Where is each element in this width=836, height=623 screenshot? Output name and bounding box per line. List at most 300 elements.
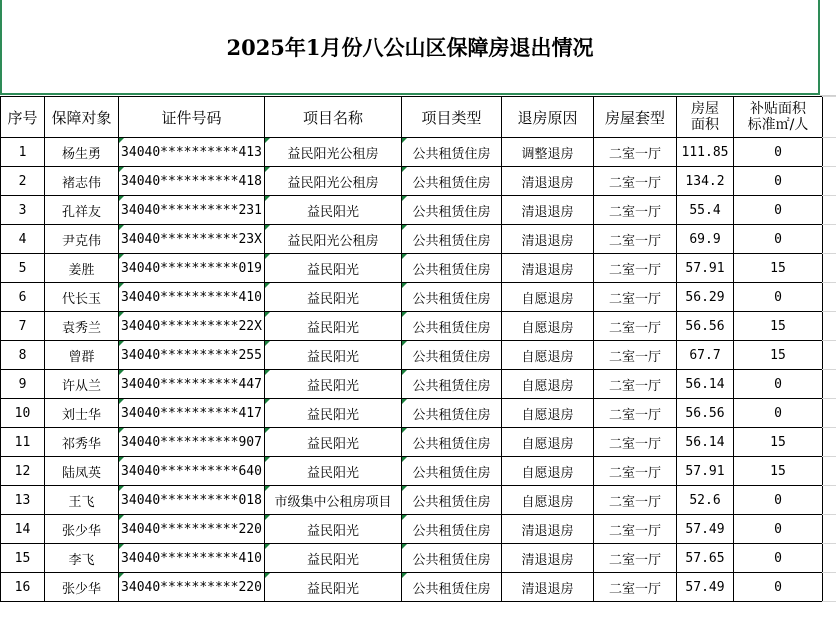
cell-note-marker [265, 486, 270, 491]
cell-type[interactable] [402, 457, 502, 486]
cell-name-text: 祁秀华 [61, 436, 101, 452]
cell-subsidy[interactable] [734, 486, 823, 515]
cell-id[interactable] [119, 225, 265, 254]
cell-reason[interactable] [502, 515, 594, 544]
cell-area[interactable] [677, 544, 734, 573]
cell-subsidy-text: 0 [774, 579, 782, 595]
cell-name-text: 代长玉 [61, 291, 101, 307]
cell-area-text: 111.85 [681, 144, 729, 160]
cell-reason-text: 自愿退房 [521, 465, 574, 481]
empty-cell[interactable] [820, 0, 836, 96]
cell-type-text: 公共租赁住房 [412, 175, 491, 191]
cell-unit-text: 二室一厅 [608, 581, 661, 597]
cell-reason-text: 调整退房 [521, 146, 574, 162]
cell-project-text: 益民阳光 [306, 523, 359, 539]
cell-project[interactable] [265, 515, 402, 544]
cell-no[interactable] [1, 515, 45, 544]
cell-reason-text: 自愿退房 [521, 320, 574, 336]
cell-project-text: 市级集中公租房项目 [274, 494, 392, 510]
cell-project[interactable] [265, 225, 402, 254]
cell-id[interactable] [119, 399, 265, 428]
cell-reason[interactable] [502, 167, 594, 196]
cell-note-marker [265, 312, 270, 317]
cell-area[interactable] [677, 254, 734, 283]
cell-reason-text: 自愿退房 [521, 407, 574, 423]
cell-name[interactable] [45, 283, 119, 312]
cell-note-marker [265, 573, 270, 578]
cell-type[interactable] [402, 370, 502, 399]
cell-unit[interactable] [594, 457, 677, 486]
cell-reason[interactable] [502, 573, 594, 602]
cell-subsidy[interactable] [734, 196, 823, 225]
cell-note-marker [402, 225, 407, 230]
cell-unit[interactable] [594, 544, 677, 573]
cell-type-text: 公共租赁住房 [412, 349, 491, 365]
cell-subsidy[interactable] [734, 341, 823, 370]
cell-area[interactable] [677, 138, 734, 167]
cell-subsidy-text: 0 [774, 376, 782, 392]
col-header-subsidy-line2: 标准㎡/人 [747, 117, 809, 133]
gridline [822, 340, 836, 341]
cell-no-text: 16 [14, 579, 31, 595]
col-header-unit[interactable]: 房屋套型 [594, 97, 677, 138]
cell-name[interactable] [45, 457, 119, 486]
cell-type[interactable] [402, 225, 502, 254]
cell-unit[interactable] [594, 167, 677, 196]
cell-subsidy-text: 15 [770, 318, 786, 334]
cell-name-text: 刘士华 [61, 407, 101, 423]
cell-name[interactable] [45, 225, 119, 254]
cell-id[interactable] [119, 138, 265, 167]
cell-id[interactable] [119, 312, 265, 341]
cell-type[interactable] [402, 515, 502, 544]
cell-note-marker [265, 196, 270, 201]
cell-id[interactable] [119, 457, 265, 486]
cell-no-text: 9 [18, 376, 27, 392]
cell-no-text: 14 [14, 521, 31, 537]
cell-note-marker [402, 196, 407, 201]
cell-project-text: 益民阳光公租房 [287, 233, 379, 249]
cell-id[interactable] [119, 167, 265, 196]
cell-reason-text: 自愿退房 [521, 378, 574, 394]
cell-note-marker [402, 457, 407, 462]
cell-note-marker [119, 167, 124, 172]
cell-note-marker [265, 254, 270, 259]
col-header-area-line2: 面积 [691, 117, 719, 133]
cell-unit-text: 二室一厅 [608, 407, 661, 423]
cell-name[interactable] [45, 167, 119, 196]
table-row [1, 573, 823, 602]
cell-no[interactable] [1, 573, 45, 602]
cell-area[interactable] [677, 399, 734, 428]
cell-unit-text: 二室一厅 [608, 436, 661, 452]
table-row [1, 457, 823, 486]
cell-reason[interactable] [502, 283, 594, 312]
cell-project-text: 益民阳光 [306, 436, 359, 452]
col-header-id[interactable]: 证件号码 [119, 97, 265, 138]
cell-note-marker [402, 167, 407, 172]
cell-id[interactable] [119, 370, 265, 399]
cell-unit[interactable] [594, 225, 677, 254]
cell-id-text: 34040**********640 [121, 463, 262, 479]
cell-subsidy-text: 0 [774, 202, 782, 218]
cell-id-text: 34040**********418 [121, 173, 262, 189]
cell-unit[interactable] [594, 486, 677, 515]
cell-name[interactable] [45, 138, 119, 167]
gridline [822, 398, 836, 399]
cell-area[interactable] [677, 167, 734, 196]
cell-note-marker [119, 254, 124, 259]
cell-reason[interactable] [502, 341, 594, 370]
cell-name-text: 孔祥友 [61, 204, 101, 220]
cell-subsidy[interactable] [734, 370, 823, 399]
cell-project[interactable] [265, 341, 402, 370]
cell-no[interactable] [1, 254, 45, 283]
cell-reason[interactable] [502, 457, 594, 486]
cell-area[interactable] [677, 370, 734, 399]
table-row [1, 341, 823, 370]
gridline [822, 195, 836, 196]
cell-project[interactable] [265, 457, 402, 486]
cell-unit[interactable] [594, 428, 677, 457]
cell-area-text: 134.2 [685, 173, 725, 189]
cell-name[interactable] [45, 341, 119, 370]
cell-id[interactable] [119, 341, 265, 370]
cell-no[interactable] [1, 225, 45, 254]
cell-id[interactable] [119, 428, 265, 457]
cell-type[interactable] [402, 486, 502, 515]
cell-name[interactable] [45, 428, 119, 457]
cell-area[interactable] [677, 428, 734, 457]
cell-type[interactable] [402, 428, 502, 457]
gridline [822, 572, 836, 573]
cell-project-text: 益民阳光 [306, 552, 359, 568]
cell-project[interactable] [265, 254, 402, 283]
cell-no-text: 10 [14, 405, 31, 421]
cell-project[interactable] [265, 399, 402, 428]
gridline [822, 427, 836, 428]
cell-id-text: 34040**********220 [121, 521, 262, 537]
cell-id-text: 34040**********018 [121, 492, 262, 508]
cell-note-marker [119, 573, 124, 578]
cell-name-text: 许从兰 [61, 378, 101, 394]
gridline [822, 514, 836, 515]
cell-type[interactable] [402, 399, 502, 428]
cell-name-text: 杨生勇 [61, 146, 101, 162]
cell-area-text: 56.14 [685, 434, 725, 450]
cell-area-text: 57.65 [685, 550, 725, 566]
col-header-name[interactable]: 保障对象 [45, 97, 119, 138]
cell-unit-text: 二室一厅 [608, 233, 661, 249]
cell-area[interactable] [677, 312, 734, 341]
cell-name[interactable] [45, 370, 119, 399]
cell-type-text: 公共租赁住房 [412, 552, 491, 568]
table-row [1, 370, 823, 399]
gridline [822, 137, 836, 138]
cell-area[interactable] [677, 515, 734, 544]
cell-id[interactable] [119, 196, 265, 225]
cell-reason-text: 自愿退房 [521, 291, 574, 307]
cell-type[interactable] [402, 283, 502, 312]
gridline [822, 166, 836, 167]
cell-reason[interactable] [502, 486, 594, 515]
table-row [1, 428, 823, 457]
cell-unit-text: 二室一厅 [608, 494, 661, 510]
cell-subsidy[interactable] [734, 254, 823, 283]
cell-project-text: 益民阳光 [306, 378, 359, 394]
cell-id-text: 34040**********413 [121, 144, 262, 160]
cell-area[interactable] [677, 457, 734, 486]
cell-unit[interactable] [594, 312, 677, 341]
cell-subsidy-text: 0 [774, 492, 782, 508]
cell-type[interactable] [402, 544, 502, 573]
cell-no[interactable] [1, 486, 45, 515]
cell-area-text: 55.4 [689, 202, 721, 218]
cell-no[interactable] [1, 138, 45, 167]
cell-unit[interactable] [594, 573, 677, 602]
cell-area-text: 57.91 [685, 260, 725, 276]
col-header-reason[interactable]: 退房原因 [502, 97, 594, 138]
cell-no[interactable] [1, 457, 45, 486]
cell-note-marker [265, 167, 270, 172]
cell-type-text: 公共租赁住房 [412, 320, 491, 336]
cell-name[interactable] [45, 196, 119, 225]
col-header-no[interactable]: 序号 [1, 97, 45, 138]
cell-note-marker [119, 486, 124, 491]
cell-subsidy[interactable] [734, 138, 823, 167]
cell-area[interactable] [677, 341, 734, 370]
table-row [1, 196, 823, 225]
cell-area-text: 52.6 [689, 492, 721, 508]
cell-note-marker [402, 486, 407, 491]
cell-type-text: 公共租赁住房 [412, 465, 491, 481]
cell-subsidy[interactable] [734, 312, 823, 341]
table-row [1, 399, 823, 428]
cell-project-text: 益民阳光公租房 [287, 146, 379, 162]
col-header-subsidy[interactable] [734, 97, 823, 138]
cell-unit-text: 二室一厅 [608, 291, 661, 307]
cell-note-marker [265, 341, 270, 346]
cell-name[interactable] [45, 312, 119, 341]
cell-no[interactable] [1, 312, 45, 341]
cell-note-marker [119, 370, 124, 375]
cell-project-text: 益民阳光 [306, 262, 359, 278]
cell-note-marker [402, 341, 407, 346]
cell-name[interactable] [45, 544, 119, 573]
cell-project-text: 益民阳光 [306, 465, 359, 481]
col-header-area[interactable] [677, 97, 734, 138]
cell-reason-text: 自愿退房 [521, 436, 574, 452]
cell-id[interactable] [119, 544, 265, 573]
cell-subsidy-text: 0 [774, 521, 782, 537]
cell-subsidy[interactable] [734, 225, 823, 254]
cell-no[interactable] [1, 341, 45, 370]
cell-type[interactable] [402, 254, 502, 283]
gridline [822, 311, 836, 312]
cell-area-text: 56.56 [685, 405, 725, 421]
cell-name-text: 尹克伟 [61, 233, 101, 249]
cell-type-text: 公共租赁住房 [412, 494, 491, 510]
cell-type-text: 公共租赁住房 [412, 378, 491, 394]
cell-area-text: 67.7 [689, 347, 721, 363]
cell-subsidy[interactable] [734, 399, 823, 428]
cell-unit[interactable] [594, 138, 677, 167]
gridline [822, 369, 836, 370]
cell-reason[interactable] [502, 544, 594, 573]
cell-no[interactable] [1, 196, 45, 225]
cell-unit[interactable] [594, 341, 677, 370]
cell-project-text: 益民阳光 [306, 349, 359, 365]
cell-subsidy[interactable] [734, 544, 823, 573]
cell-type[interactable] [402, 341, 502, 370]
cell-id[interactable] [119, 515, 265, 544]
cell-type-text: 公共租赁住房 [412, 581, 491, 597]
cell-unit[interactable] [594, 515, 677, 544]
cell-note-marker [402, 544, 407, 549]
cell-subsidy[interactable] [734, 457, 823, 486]
cell-area[interactable] [677, 283, 734, 312]
cell-note-marker [402, 312, 407, 317]
cell-note-marker [265, 457, 270, 462]
cell-project-text: 益民阳光 [306, 204, 359, 220]
cell-id[interactable] [119, 486, 265, 515]
cell-name[interactable] [45, 486, 119, 515]
cell-no[interactable] [1, 167, 45, 196]
cell-note-marker [265, 544, 270, 549]
cell-note-marker [119, 196, 124, 201]
cell-reason[interactable] [502, 370, 594, 399]
cell-reason-text: 清退退房 [521, 552, 574, 568]
cell-unit[interactable] [594, 370, 677, 399]
cell-area[interactable] [677, 196, 734, 225]
col-header-type[interactable]: 项目类型 [402, 97, 502, 138]
cell-project[interactable] [265, 370, 402, 399]
cell-no[interactable] [1, 283, 45, 312]
cell-project[interactable] [265, 312, 402, 341]
cell-reason[interactable] [502, 428, 594, 457]
cell-name[interactable] [45, 399, 119, 428]
cell-no[interactable] [1, 428, 45, 457]
title-cell[interactable] [0, 0, 820, 95]
table-row [1, 544, 823, 573]
cell-id[interactable] [119, 573, 265, 602]
gridline [822, 543, 836, 544]
cell-type[interactable] [402, 573, 502, 602]
cell-note-marker [119, 399, 124, 404]
col-header-subsidy-line1: 补贴面积 [750, 101, 806, 117]
cell-project-text: 益民阳光公租房 [287, 175, 379, 191]
cell-no[interactable] [1, 370, 45, 399]
cell-unit[interactable] [594, 283, 677, 312]
cell-area[interactable] [677, 225, 734, 254]
cell-project[interactable] [265, 283, 402, 312]
cell-subsidy[interactable] [734, 167, 823, 196]
cell-project[interactable] [265, 196, 402, 225]
table-row [1, 167, 823, 196]
cell-subsidy-text: 0 [774, 550, 782, 566]
cell-unit-text: 二室一厅 [608, 175, 661, 191]
cell-no-text: 4 [18, 231, 27, 247]
cell-subsidy-text: 15 [770, 434, 786, 450]
cell-name-text: 王飞 [68, 494, 95, 510]
cell-note-marker [265, 428, 270, 433]
cell-note-marker [402, 283, 407, 288]
cell-type[interactable] [402, 312, 502, 341]
cell-reason-text: 清退退房 [521, 233, 574, 249]
cell-area[interactable] [677, 573, 734, 602]
cell-subsidy[interactable] [734, 283, 823, 312]
cell-project[interactable] [265, 428, 402, 457]
cell-reason[interactable] [502, 399, 594, 428]
table-row [1, 138, 823, 167]
cell-area-text: 57.91 [685, 463, 725, 479]
cell-unit-text: 二室一厅 [608, 262, 661, 278]
cell-id-text: 34040**********231 [121, 202, 262, 218]
cell-name[interactable] [45, 515, 119, 544]
cell-id[interactable] [119, 283, 265, 312]
cell-name[interactable] [45, 254, 119, 283]
cell-unit-text: 二室一厅 [608, 552, 661, 568]
cell-name[interactable] [45, 573, 119, 602]
cell-subsidy[interactable] [734, 428, 823, 457]
sheet-title: 2025年1月份八公山区保障房退出情况 [226, 34, 594, 60]
cell-unit[interactable] [594, 196, 677, 225]
cell-no-text: 1 [18, 144, 27, 160]
cell-project[interactable] [265, 573, 402, 602]
cell-no[interactable] [1, 399, 45, 428]
cell-unit[interactable] [594, 399, 677, 428]
cell-project[interactable] [265, 138, 402, 167]
cell-no[interactable] [1, 544, 45, 573]
cell-no-text: 7 [18, 318, 27, 334]
cell-type[interactable] [402, 196, 502, 225]
cell-reason[interactable] [502, 312, 594, 341]
cell-no-text: 6 [18, 289, 27, 305]
cell-unit[interactable] [594, 254, 677, 283]
gridline [822, 253, 836, 254]
cell-project[interactable] [265, 167, 402, 196]
gridline [822, 224, 836, 225]
cell-subsidy[interactable] [734, 515, 823, 544]
cell-area[interactable] [677, 486, 734, 515]
cell-subsidy[interactable] [734, 573, 823, 602]
cell-id-text: 34040**********22X [121, 318, 262, 334]
cell-unit-text: 二室一厅 [608, 320, 661, 336]
cell-note-marker [265, 515, 270, 520]
cell-reason[interactable] [502, 225, 594, 254]
cell-id-text: 34040**********019 [121, 260, 262, 276]
table-row [1, 486, 823, 515]
cell-note-marker [119, 138, 124, 143]
data-table [0, 96, 823, 602]
cell-note-marker [265, 399, 270, 404]
cell-project[interactable] [265, 486, 402, 515]
cell-area-text: 57.49 [685, 521, 725, 537]
cell-type[interactable] [402, 138, 502, 167]
cell-reason[interactable] [502, 196, 594, 225]
cell-id-text: 34040**********23X [121, 231, 262, 247]
gridline [822, 456, 836, 457]
cell-reason[interactable] [502, 138, 594, 167]
cell-id[interactable] [119, 254, 265, 283]
cell-unit-text: 二室一厅 [608, 378, 661, 394]
cell-area-text: 69.9 [689, 231, 721, 247]
cell-reason[interactable] [502, 254, 594, 283]
cell-no-text: 8 [18, 347, 27, 363]
col-header-project[interactable]: 项目名称 [265, 97, 402, 138]
cell-project[interactable] [265, 544, 402, 573]
cell-type[interactable] [402, 167, 502, 196]
